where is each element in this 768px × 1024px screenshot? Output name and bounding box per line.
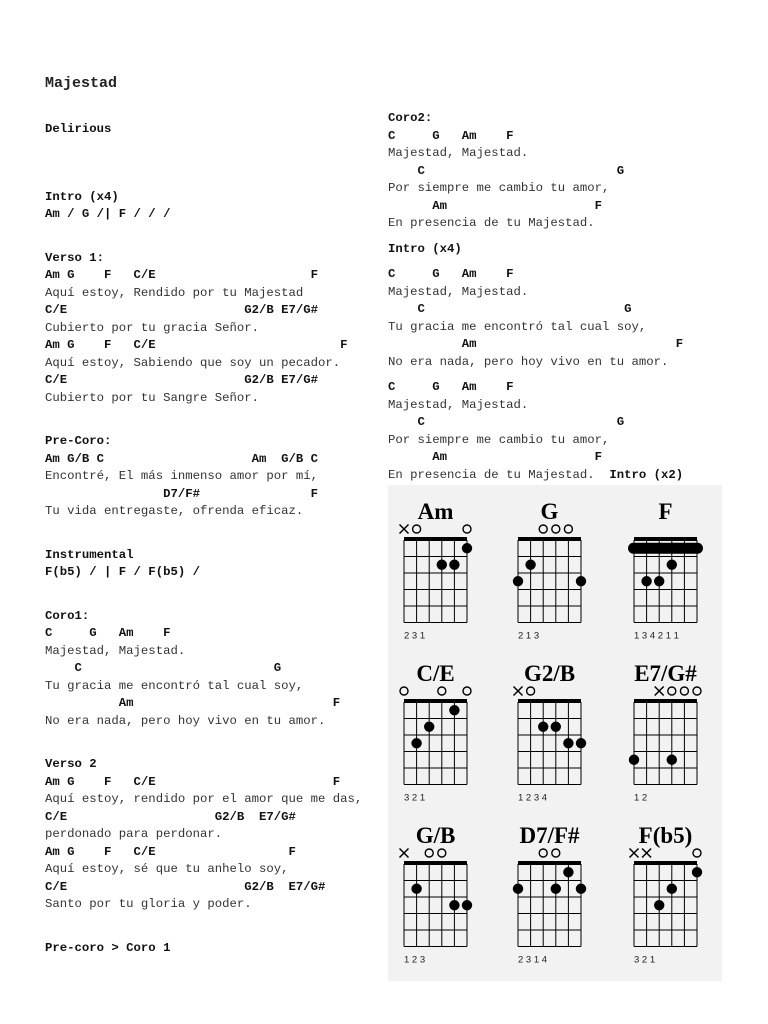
fingering-label: 3 2 1 <box>634 954 656 966</box>
open-string-mark <box>693 849 701 857</box>
open-string-mark <box>539 849 547 857</box>
lyric-line: Tu gracia me encontró tal cual soy, <box>45 678 304 693</box>
lyric-line: Santo por tu gloria y poder. <box>45 897 252 911</box>
nut <box>518 861 581 865</box>
section-heading: Coro2: <box>388 111 433 125</box>
finger-dot <box>449 560 459 570</box>
left-lines <box>45 167 385 958</box>
open-string-mark <box>552 525 560 533</box>
open-string-mark <box>463 525 471 533</box>
open-string-mark <box>438 849 446 857</box>
finger-dot <box>462 900 472 910</box>
lyric-line <box>388 467 758 485</box>
finger-dot <box>563 867 573 877</box>
nut <box>404 537 467 541</box>
lyric-line: Aquí estoy, Sabiendo que soy un pecador. <box>45 355 341 370</box>
lyric-line: Por siempre me cambio tu amor, <box>388 432 610 447</box>
finger-dot <box>629 755 639 765</box>
finger-dot <box>449 705 459 715</box>
finger-dot <box>513 576 523 586</box>
finger-dot <box>411 884 421 894</box>
spacer <box>45 167 385 189</box>
spacer <box>45 224 385 250</box>
chord-line: Am F <box>45 696 341 710</box>
open-string-mark <box>413 525 421 533</box>
right-column <box>388 82 758 498</box>
section-label: Intro (x2) <box>594 467 684 482</box>
lyric-line: No era nada, pero hoy vivo en tu amor. <box>45 713 326 728</box>
chord-line: Am G F C/E F <box>45 268 319 282</box>
section-heading: Instrumental <box>45 547 134 562</box>
finger-dot <box>563 738 573 748</box>
chord-line: C G <box>388 415 625 429</box>
nut <box>404 861 467 865</box>
spacer <box>388 233 758 241</box>
lyric-text: En presencia de tu Majestad. <box>388 467 595 482</box>
finger-dot <box>654 576 664 586</box>
open-string-mark <box>693 687 701 695</box>
left-column <box>45 46 385 971</box>
section-heading: Verso 1: <box>45 250 105 265</box>
lyric-line: Tu gracia me encontró tal cual soy, <box>388 319 647 334</box>
chord-name: E7/G# <box>634 661 697 686</box>
open-string-mark <box>668 687 676 695</box>
chord-line: C G Am F <box>388 267 514 281</box>
lyric-line: Aquí estoy, sé que tu anhelo soy, <box>45 862 289 876</box>
chord-line: C G Am F <box>45 626 171 640</box>
finger-dot <box>449 900 459 910</box>
fingering-label: 2 3 1 <box>404 630 426 642</box>
fingering-label: 1 3 4 2 1 1 <box>634 630 679 642</box>
chord-line: C G <box>388 302 632 316</box>
finger-dot <box>525 560 535 570</box>
section-heading: Intro (x4) <box>45 189 119 204</box>
lyric-line: Tu vida entregaste, ofrenda eficaz. <box>45 504 304 518</box>
chord-line: C/E G2/B E7/G# <box>45 879 326 894</box>
fingering-label: 3 2 1 <box>404 792 426 804</box>
nut <box>634 699 697 703</box>
lyric-line: Encontré, El más inmenso amor por mí, <box>45 469 319 483</box>
chord-line: C G <box>45 661 282 675</box>
spacer <box>45 730 385 756</box>
section-heading: Pre-Coro: <box>45 434 112 448</box>
chord-line: Am G/B C Am G/B C <box>45 451 319 466</box>
chord-line: C G Am F <box>388 380 514 394</box>
chord-name: G2/B <box>523 661 576 686</box>
finger-dot <box>424 722 434 732</box>
open-string-mark <box>564 525 572 533</box>
chord-name: G/B <box>415 823 456 848</box>
lyric-line: Aquí estoy, Rendido por tu Majestad <box>45 285 304 300</box>
finger-dot <box>576 884 586 894</box>
spacer <box>45 914 385 940</box>
finger-dot <box>437 560 447 570</box>
fingering-label: 2 3 1 4 <box>518 954 548 966</box>
nut <box>518 537 581 541</box>
right-lines <box>388 110 758 484</box>
lyric-line: Aquí estoy, rendido por el amor que me das, <box>45 792 363 806</box>
lyric-line: Cubierto por tu Sangre Señor. <box>45 390 260 405</box>
chord-name: F(b5) <box>638 823 693 848</box>
spacer <box>45 521 385 547</box>
chord-line: C/E G2/B E7/G# <box>45 303 319 317</box>
nut <box>634 861 697 865</box>
barre <box>628 543 703 554</box>
chord-line: Am G F C/E F <box>45 774 341 789</box>
lyric-line: perdonado para perdonar. <box>45 827 223 841</box>
chord-line: C G Am F <box>388 128 514 143</box>
finger-dot <box>462 543 472 553</box>
chord-line: C/E G2/B E7/G# <box>45 373 319 387</box>
finger-dot <box>538 722 548 732</box>
open-string-mark <box>527 687 535 695</box>
chord-line: D7/F# F <box>45 486 319 501</box>
nut <box>404 699 467 703</box>
lyric-line: En presencia de tu Majestad. <box>388 216 595 230</box>
chord-line: Am G F C/E F <box>45 338 348 352</box>
chord-line: Am F <box>388 450 603 464</box>
chord-line: F(b5) / | F / F(b5) / <box>45 565 200 579</box>
chord-name: G <box>540 499 559 524</box>
fingering-label: 1 2 3 4 <box>518 792 548 804</box>
finger-dot <box>411 738 421 748</box>
finger-dot <box>641 576 651 586</box>
chord-name: Am <box>417 499 454 524</box>
section-heading: Verso 2 <box>45 757 97 771</box>
song-artist: Delirious <box>45 122 112 136</box>
spacer <box>388 258 758 266</box>
open-string-mark <box>680 687 688 695</box>
fingering-label: 1 2 3 <box>404 954 426 966</box>
finger-dot <box>513 884 523 894</box>
finger-dot <box>667 560 677 570</box>
chord-name: F <box>658 499 673 524</box>
finger-dot <box>576 738 586 748</box>
spacer <box>45 407 385 433</box>
chord-line: Am / G /| F / / / <box>45 207 171 221</box>
finger-dot <box>692 867 702 877</box>
open-string-mark <box>425 849 433 857</box>
finger-dot <box>551 884 561 894</box>
open-string-mark <box>539 525 547 533</box>
chord-line: C G <box>388 163 625 178</box>
lyric-line: Majestad, Majestad. <box>388 397 529 412</box>
lyric-line: Majestad, Majestad. <box>45 643 186 658</box>
open-string-mark <box>552 849 560 857</box>
chord-line: Am F <box>388 198 603 213</box>
finger-dot <box>654 900 664 910</box>
finger-dot <box>551 722 561 732</box>
fingering-label: 1 2 <box>634 792 648 804</box>
open-string-mark <box>463 687 471 695</box>
chord-name: C/E <box>416 661 455 686</box>
finger-dot <box>667 884 677 894</box>
lyric-line: Majestad, Majestad. <box>388 146 529 160</box>
lyric-line: No era nada, pero hoy vivo en tu amor. <box>388 354 669 369</box>
chord-line: C/E G2/B E7/G# <box>45 809 296 824</box>
nut <box>518 699 581 703</box>
open-string-mark <box>400 687 408 695</box>
chord-diagrams <box>388 485 722 981</box>
chord-line: Am G F C/E F <box>45 844 296 859</box>
lyric-line: Majestad, Majestad. <box>388 284 529 299</box>
lyric-line: Cubierto por tu gracia Señor. <box>45 320 260 335</box>
chord-line: Am F <box>388 337 684 351</box>
lyric-line: Por siempre me cambio tu amor, <box>388 181 610 195</box>
section-heading: Intro (x4) <box>388 241 462 256</box>
nut <box>634 537 697 541</box>
song-title: Majestad <box>45 75 118 92</box>
spacer <box>388 371 758 379</box>
open-string-mark <box>438 687 446 695</box>
section-heading: Coro1: <box>45 608 90 623</box>
spacer <box>45 582 385 608</box>
chord-name: D7/F# <box>519 823 580 848</box>
section-heading: Pre-coro > Coro 1 <box>45 940 171 955</box>
chord-diagram-panel <box>388 485 722 981</box>
finger-dot <box>667 755 677 765</box>
fingering-label: 2 1 3 <box>518 630 540 642</box>
finger-dot <box>576 576 586 586</box>
